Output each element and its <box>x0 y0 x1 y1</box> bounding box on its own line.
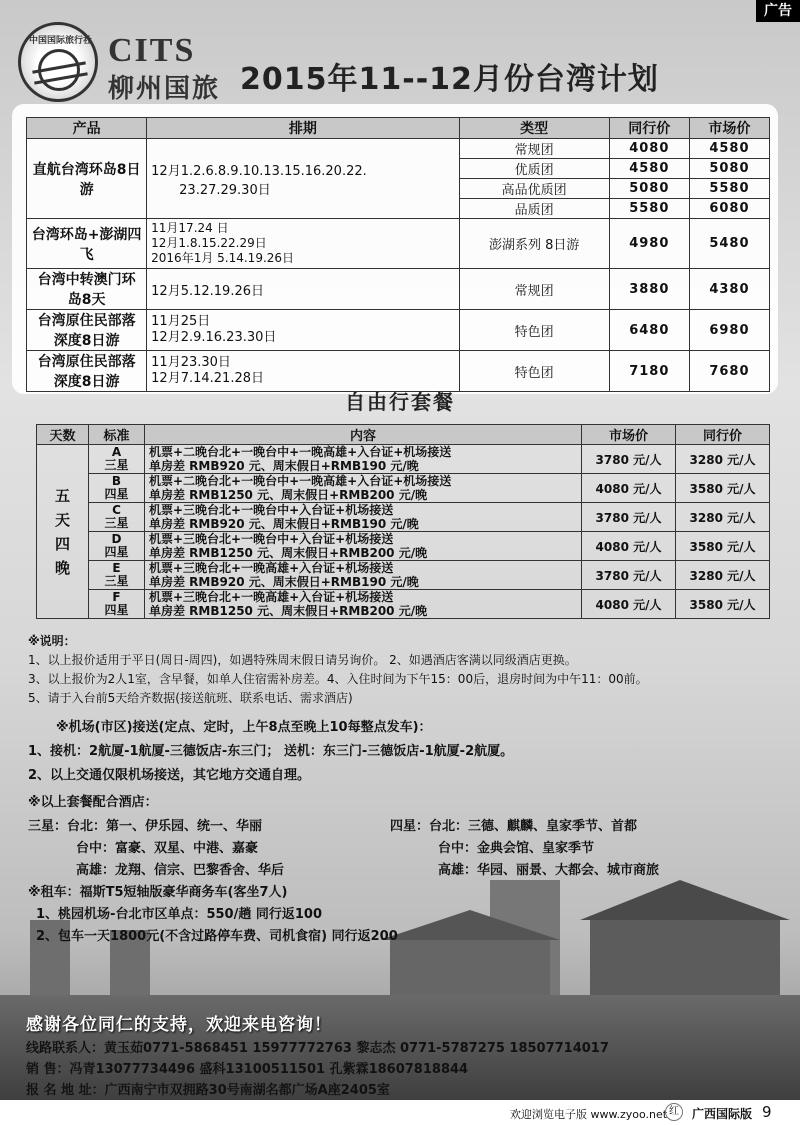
package-surcharge: 单房差 RMB1250 元、周末假日+RMB200 元/晚 <box>149 546 428 560</box>
package-standard <box>89 590 145 619</box>
market-price: 3780 元/人 <box>582 503 676 532</box>
market-price: 5580 <box>689 179 769 199</box>
trade-price: 3280 元/人 <box>676 503 770 532</box>
market-price: 4080 元/人 <box>582 590 676 619</box>
trade-price: 3280 元/人 <box>676 445 770 474</box>
market-price: 5480 <box>689 219 769 269</box>
package-content <box>145 503 582 532</box>
schedule-line: 2016年1月 5.14.19.26日 <box>151 251 295 265</box>
header-product: 产品 <box>27 118 147 139</box>
package-row <box>37 561 770 590</box>
hotel-line: 四星：台北：三德、麒麟、皇家季节、首都 <box>390 819 638 834</box>
market-price: 4080 元/人 <box>582 532 676 561</box>
globe-icon <box>38 49 80 91</box>
product-name: 台湾环岛+澎湖四飞 <box>27 219 147 269</box>
rental-line: 2、包车一天1800元(不含过路停车费、司机食宿) 同行返200 <box>36 929 398 944</box>
header-content: 内容 <box>145 425 582 445</box>
star-level: 四星 <box>104 487 129 501</box>
schedule-line: 12月7.14.21.28日 <box>151 371 264 386</box>
schedule <box>147 310 459 351</box>
trade-price: 7180 <box>609 351 689 392</box>
cits-logo <box>18 22 98 102</box>
package-standard <box>89 503 145 532</box>
package-code: E <box>112 561 121 575</box>
package-items: 机票+三晚台北+一晚台中+入台证+机场接送 <box>149 503 394 517</box>
package-content <box>145 474 582 503</box>
package-standard <box>89 474 145 503</box>
hotel-line: 台中：富豪、双星、中港、嘉豪 <box>76 841 259 856</box>
table-row <box>27 269 770 310</box>
hotel-line: 高雄：华园、丽景、大都会、城市商旅 <box>438 863 660 878</box>
market-price: 7680 <box>689 351 769 392</box>
brand-en: CITS <box>108 32 196 69</box>
package-code: C <box>112 503 121 517</box>
free-travel-title: 自由行套餐 <box>345 390 455 414</box>
market-price: 3780 元/人 <box>582 445 676 474</box>
schedule <box>147 139 459 219</box>
schedule-line: 12月1.8.15.22.29日 <box>151 236 267 250</box>
package-row <box>37 532 770 561</box>
package-content <box>145 532 582 561</box>
market-price: 5080 <box>689 159 769 179</box>
contact-section <box>26 1038 609 1101</box>
table-row <box>27 310 770 351</box>
note-line: 1、以上报价适用于平日(周日-周四)，如遇特殊周末假日请另询价。 2、如遇酒店客满以同级酒店更换。 <box>28 653 577 667</box>
table-row <box>27 139 770 159</box>
header-trade-price: 同行价 <box>609 118 689 139</box>
header-standard: 标准 <box>89 425 145 445</box>
package-standard <box>89 561 145 590</box>
table-row <box>27 219 770 269</box>
car-rental-section <box>28 882 778 948</box>
package-items: 机票+二晚台北+一晚台中+一晚高雄+入台证+机场接送 <box>149 445 452 459</box>
header-market-price: 市场价 <box>582 425 676 445</box>
trade-price: 3580 元/人 <box>676 474 770 503</box>
schedule-line: 12月5.12.19.26日 <box>151 283 264 299</box>
package-content <box>145 590 582 619</box>
logo-arc-text: 中国国际旅行社 <box>29 36 93 46</box>
footer-publisher: 广西国际版 <box>692 1107 753 1121</box>
free-travel-header <box>37 425 770 445</box>
trade-price: 4580 <box>609 159 689 179</box>
transfer-heading: ※机场(市区)接送(定点、定时，上午8点至晚上10每整点发车)： <box>56 720 432 735</box>
three-star-hotels <box>28 816 284 882</box>
market-price: 4580 <box>689 139 769 159</box>
star-level: 四星 <box>104 603 129 617</box>
contact-line: 线路联系人：黄玉茹0771-5868451 15977772763 黎志杰 0771-5787275 18507714017 <box>26 1041 609 1056</box>
tour-type: 特色团 <box>459 351 609 392</box>
tour-type: 品质团 <box>459 199 609 219</box>
package-standard <box>89 532 145 561</box>
notes-section <box>28 632 778 708</box>
star-level: 三星 <box>104 574 129 588</box>
trade-price: 5080 <box>609 179 689 199</box>
package-items: 机票+三晚台北+一晚台中+入台证+机场接送 <box>149 532 394 546</box>
package-content <box>145 445 582 474</box>
package-items: 机票+三晚台北+一晚高雄+入台证+机场接送 <box>149 590 394 604</box>
trade-price: 4080 <box>609 139 689 159</box>
tour-type: 常规团 <box>459 139 609 159</box>
page-number: 9 <box>762 1103 772 1121</box>
notes-heading: ※说明： <box>28 634 76 648</box>
package-surcharge: 单房差 RMB1250 元、周末假日+RMB200 元/晚 <box>149 488 428 502</box>
plan-table-header <box>27 118 770 139</box>
trade-price: 4980 <box>609 219 689 269</box>
star-level: 四星 <box>104 545 129 559</box>
note-line: 5、请于入台前5天给齐数据(接送航班、联系电话、需求酒店) <box>28 691 353 705</box>
package-content <box>145 561 582 590</box>
package-items: 机票+二晚台北+一晚台中+一晚高雄+入台证+机场接送 <box>149 474 452 488</box>
schedule <box>147 269 459 310</box>
tour-type: 优质团 <box>459 159 609 179</box>
hotels-heading: ※以上套餐配合酒店： <box>28 795 158 810</box>
market-price: 4080 元/人 <box>582 474 676 503</box>
airport-transfer-section <box>28 716 778 788</box>
rental-line: 1、桃园机场-台北市区单点：550/趟 同行返100 <box>36 907 322 922</box>
package-code: B <box>111 474 122 488</box>
rental-heading: ※租车：福斯T5短轴版豪华商务车(客坐7人) <box>28 885 288 900</box>
trade-price: 6480 <box>609 310 689 351</box>
schedule-line: 23.27.29.30日 <box>179 182 271 198</box>
thanks-banner: 感谢各位同仁的支持，欢迎来电咨询！ <box>26 1015 332 1035</box>
days-text: 五天四晚 <box>54 486 70 577</box>
transfer-line: 2、以上交通仅限机场接送，其它地方交通自理。 <box>28 768 311 783</box>
package-row <box>37 474 770 503</box>
hotel-line: 高雄：龙翔、信宗、巴黎香舍、华后 <box>76 863 285 878</box>
trade-price: 3580 元/人 <box>676 532 770 561</box>
schedule-line: 12月2.9.16.23.30日 <box>151 330 277 345</box>
trade-price: 3280 元/人 <box>676 561 770 590</box>
footer-site: 欢迎浏览电子版 www.zyoo.net <box>510 1108 668 1121</box>
tour-type: 澎湖系列 8日游 <box>459 219 609 269</box>
header-dates: 排期 <box>147 118 459 139</box>
header-type: 类型 <box>459 118 609 139</box>
package-row <box>37 503 770 532</box>
package-standard <box>89 445 145 474</box>
market-price: 4380 <box>689 269 769 310</box>
package-code: F <box>112 590 121 604</box>
trade-price: 3880 <box>609 269 689 310</box>
hotels-section <box>28 792 778 878</box>
market-price: 3780 元/人 <box>582 561 676 590</box>
seal-icon: 红 <box>665 1103 683 1121</box>
package-code: A <box>111 445 122 459</box>
header-trade-price: 同行价 <box>676 425 770 445</box>
hotel-line: 台中：金典会馆、皇家季节 <box>438 841 595 856</box>
transfer-line: 1、接机：2航厦-1航厦-三德饭店-东三门； 送机：东三门-三德饭店-1航厦-2航厦。 <box>28 744 514 759</box>
ad-tag: 广告 <box>756 0 800 22</box>
page-title: 2015年11--12月份台湾计划 <box>240 62 659 97</box>
market-price: 6980 <box>689 310 769 351</box>
market-price: 6080 <box>689 199 769 219</box>
header-days: 天数 <box>37 425 89 445</box>
note-line: 3、以上报价为2人1室，含早餐，如单人住宿需补房差。4、入住时间为下午15：00后，退房时间为中午11：00前。 <box>28 672 648 686</box>
free-travel-table <box>36 424 770 619</box>
package-items: 机票+三晚台北+一晚高雄+入台证+机场接送 <box>149 561 394 575</box>
schedule-line: 11月17.24 日 <box>151 221 229 235</box>
plan-table <box>26 117 770 392</box>
tour-type: 高品优质团 <box>459 179 609 199</box>
contact-line: 报 名 地 址：广西南宁市双拥路30号南湖名都广场A座2405室 <box>26 1083 390 1098</box>
schedule-line: 11月23.30日 <box>151 355 231 370</box>
trade-price: 5580 <box>609 199 689 219</box>
package-days <box>37 445 89 619</box>
product-name: 台湾原住民部落深度8日游 <box>27 310 147 351</box>
product-name: 直航台湾环岛8日游 <box>27 139 147 219</box>
package-surcharge: 单房差 RMB1250 元、周末假日+RMB200 元/晚 <box>149 604 428 618</box>
star-level: 三星 <box>104 516 129 530</box>
schedule <box>147 219 459 269</box>
header-market-price: 市场价 <box>689 118 769 139</box>
package-row <box>37 590 770 619</box>
package-code: D <box>111 532 122 546</box>
trade-price: 3580 元/人 <box>676 590 770 619</box>
schedule-line: 11月25日 <box>151 314 211 329</box>
product-name: 台湾原住民部落深度8日游 <box>27 351 147 392</box>
product-name: 台湾中转澳门环岛8天 <box>27 269 147 310</box>
tour-type: 常规团 <box>459 269 609 310</box>
package-surcharge: 单房差 RMB920 元、周末假日+RMB190 元/晚 <box>149 459 419 473</box>
package-surcharge: 单房差 RMB920 元、周末假日+RMB190 元/晚 <box>149 517 419 531</box>
brand-cn: 柳州国旅 <box>108 74 221 104</box>
tour-type: 特色团 <box>459 310 609 351</box>
four-star-hotels <box>390 816 659 882</box>
hotel-line: 三星：台北：第一、伊乐园、统一、华丽 <box>28 819 263 834</box>
package-row <box>37 445 770 474</box>
star-level: 三星 <box>104 458 129 472</box>
page-footer <box>0 1100 800 1125</box>
package-surcharge: 单房差 RMB920 元、周末假日+RMB190 元/晚 <box>149 575 419 589</box>
schedule-line: 12月1.2.6.8.9.10.13.15.16.20.22. <box>151 163 367 179</box>
contact-line: 销 售：冯青13077734496 盛科13100511501 孔紫霖18607818844 <box>26 1062 469 1077</box>
